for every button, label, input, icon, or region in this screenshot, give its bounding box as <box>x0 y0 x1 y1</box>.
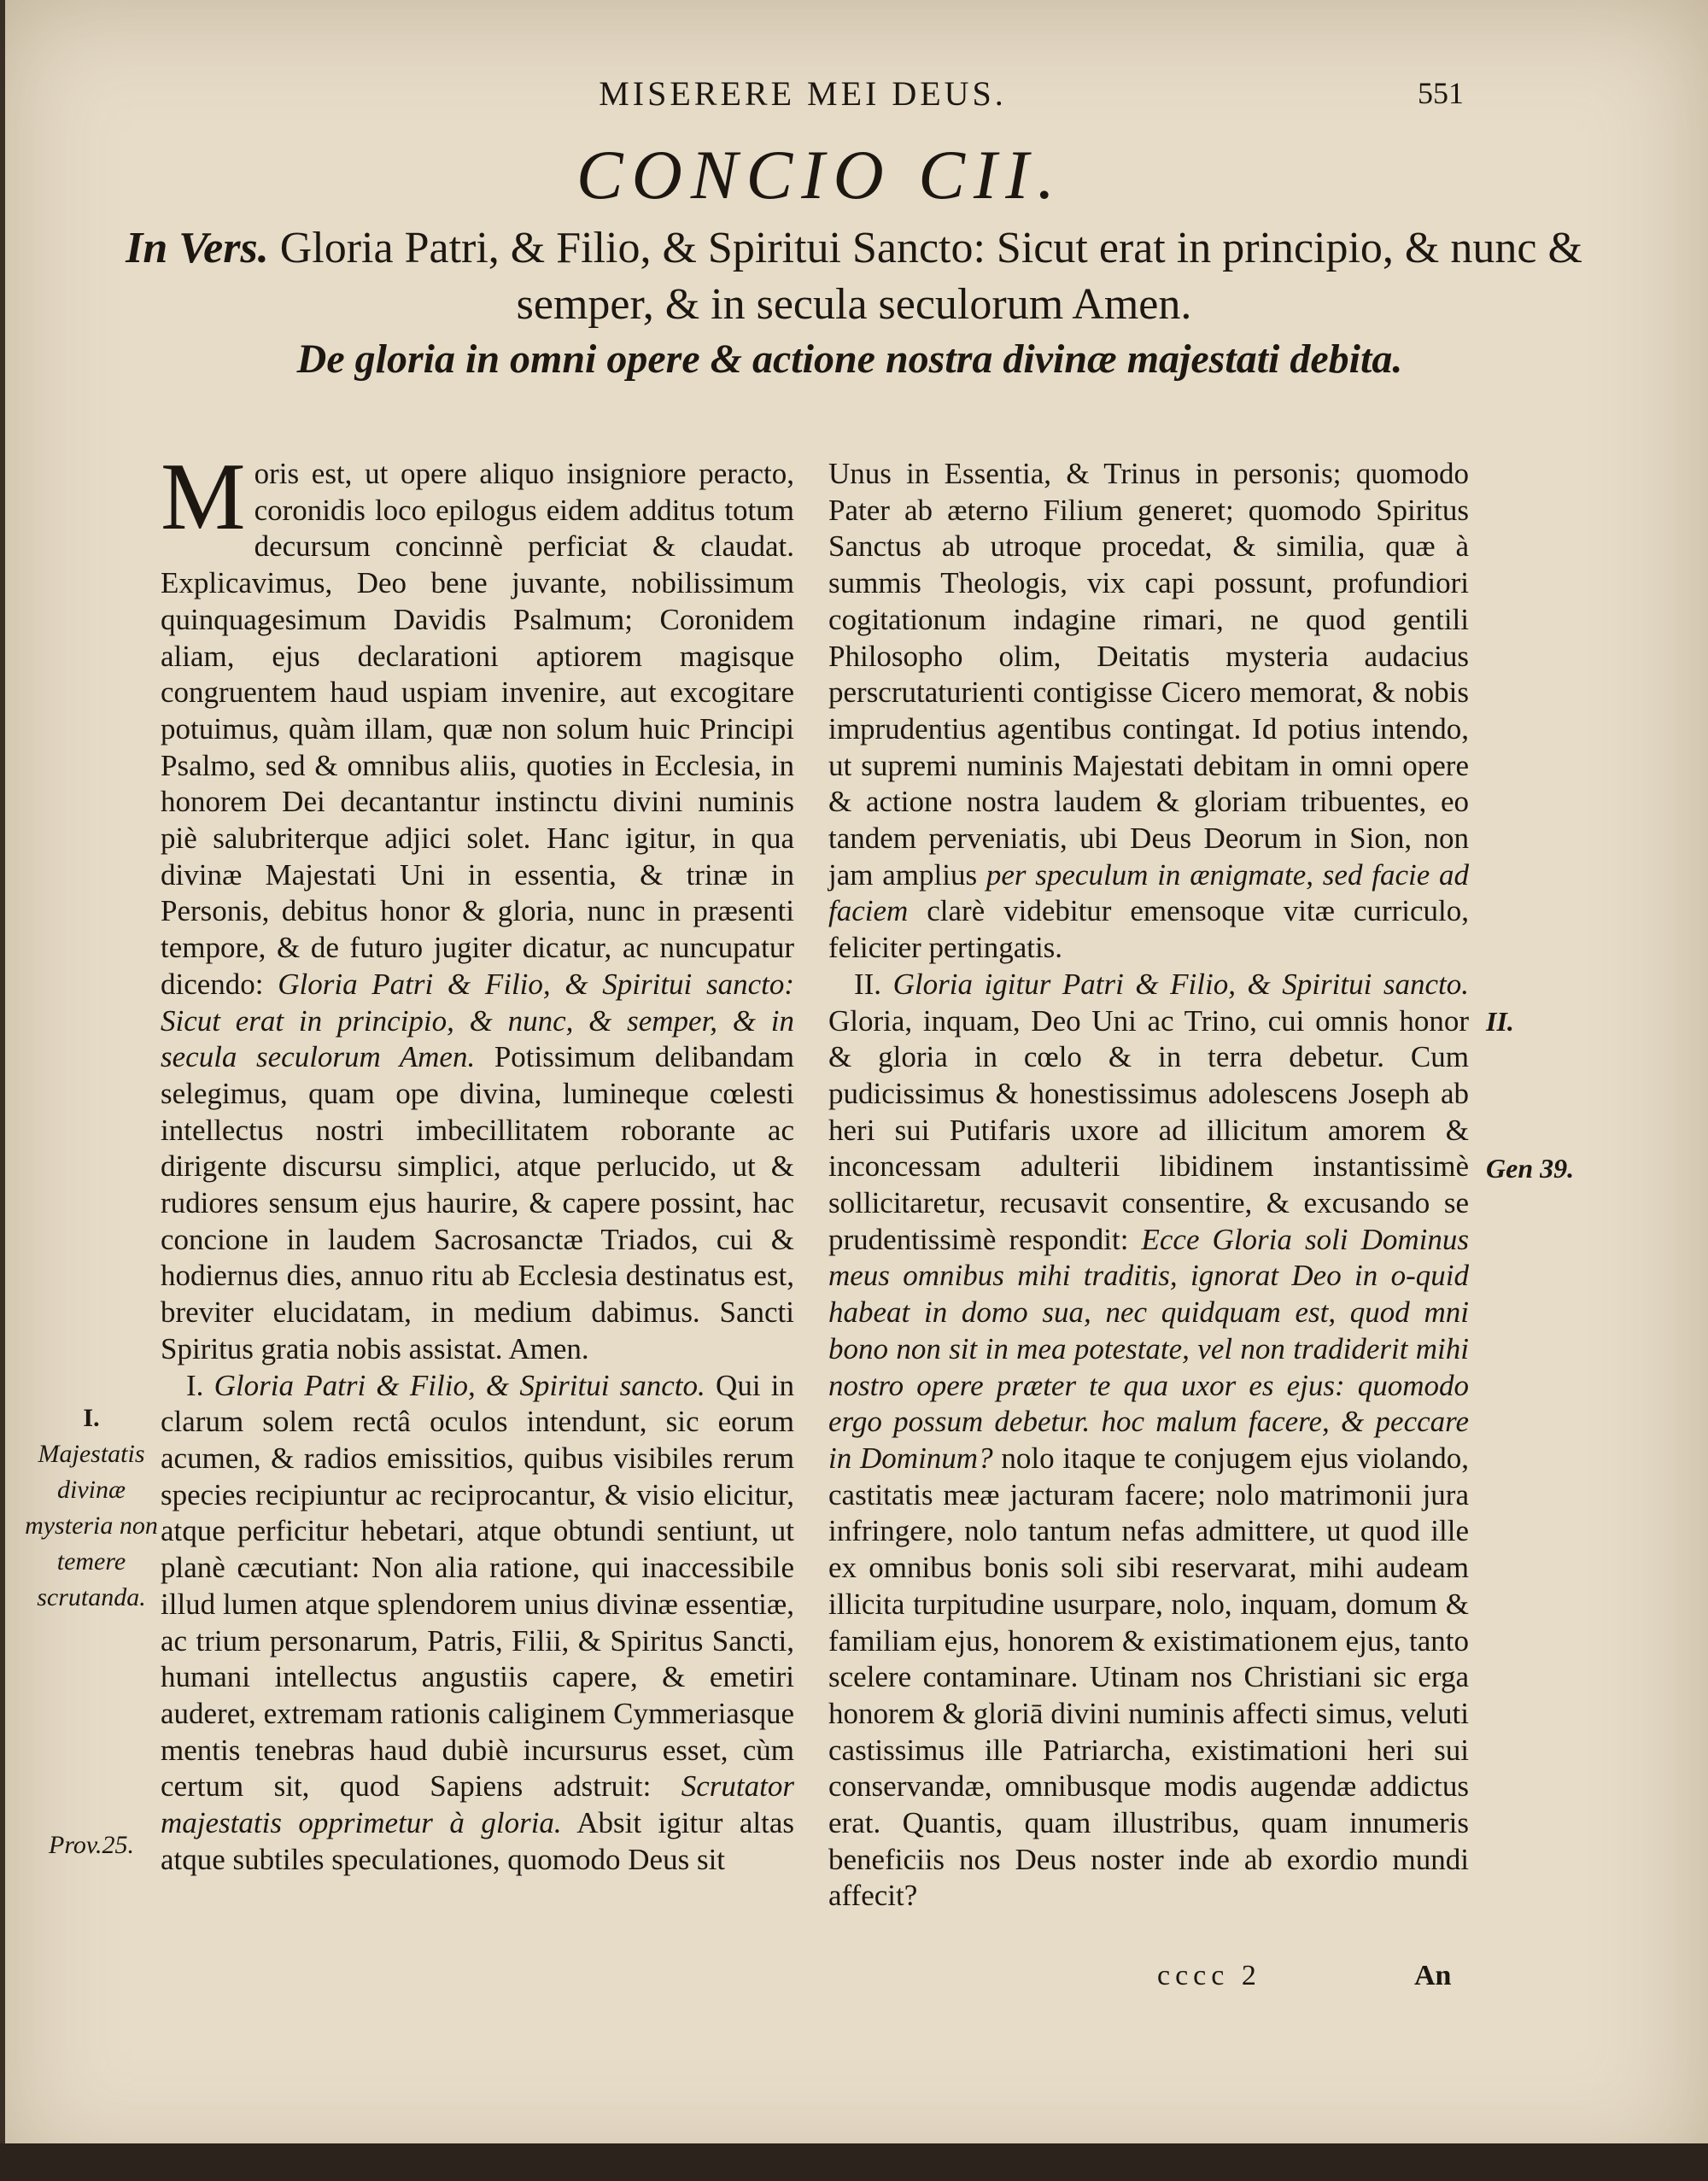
section-one-text-a: Qui in clarum solem rectâ oculos intendunt, sic eorum acumen, & radios emissitios, quibus visibiles rerum species recipiuntur ac reciprocantur, & visio elicitur, atque perficitur hebetari, atque obtundi sentiunt, ut planè cæcutiant: Non alia ratione, qui inaccessibile illud lumen atque splendorem unius divinæ essentiæ, ac trium personarum, Patris, Filii, & Spiritus Sancti, humani intellectus angustiis capere, & emetiri auderet, extremam rationis caliginem Cymmeriasque mentis tenebras haud dubiè incursurus esset, cùm certum sit, quod Sapiens adstruit: <box>161 1368 795 1804</box>
catchword: An <box>1414 1960 1452 1991</box>
section-two-quote-2: Ecce Gloria soli Dominus meus omnibus mihi traditis, ignorat Deo in o-quid habeat in domo sua, nec quidquam est, quod mni bono non sit in mea potestate, vel non tradiderit mihi nostro opere præter te qua uxor es ejus: quomodo ergo possum debetur. hoc malum facere, & peccare in Dominum? <box>828 1222 1469 1475</box>
section-two-quote: Gloria igitur Patri & Filio, & Spiritui sancto. <box>892 967 1470 1001</box>
section-two-number: II. <box>854 967 882 1001</box>
drop-cap: M <box>161 444 246 550</box>
signature-mark: cccc 2 <box>1157 1960 1261 1991</box>
margin-prov-reference: Prov.25. <box>49 1831 134 1859</box>
margin-note-left <box>19 1400 164 1616</box>
continuation-text-a: Unus in Essentia, & Trinus in personis; quomodo Pater ab æterno Filium generet; quomodo Spiritus Sanctus ab utroque procedat, & similia, quæ à summis Theologis, vix capi possunt, profundiori cogitationum indagine rimari, ne quod gentili Philosopho olim, Deitatis mysteria audacius perscrutaturienti contigisse Cicero memorat, & nobis imprudentius agentibus contingat. Id potius intendo, ut supremi numinis Majestati debitam in omni opere & actione nostra laudem & gloriam tribuentes, eo tandem perveniatis, ubi Deus Deorum in Sion, non jam amplius <box>828 457 1469 892</box>
section-one-paragraph <box>161 1368 794 1879</box>
section-two-text-b: nolo itaque te conjugem ejus violando, castitatis meæ jacturam facere; nolo matrimonii jura infringere, nolo tantum nefas admittere, ut quod ille ex omnibus bonis soli sibi reservarat, mihi audeam illicita turpitudine usurpare, nolo, inquam, domum & familiam ejus, honorem & existimationem ejus, tanto scelere contaminare. Utinam nos Christiani sic erga honorem & gloriā divini numinis affecti simus, veluti castissimus ille Patriarcha, existimationi heri sui conservandæ, omnibusque modis augendæ addictus erat. Quantis, quam illustribus, quam innumeris beneficiis nos Deus noster inde ab exordio mundi affecit? <box>828 1441 1469 1913</box>
in-vers-label: In Vers. <box>126 224 269 272</box>
continuation-text-b: clarè videbitur emensoque vitæ curriculo, feliciter pertingatis. <box>828 894 1469 965</box>
page-number: 551 <box>1418 76 1464 110</box>
theme-heading: De gloria in omni opere & actione nostra divinæ majestati debita. <box>296 336 1403 382</box>
intro-text-a: oris est, ut opere aliquo insigniore peracto, coronidis loco epilogus eidem additus totum decursum concinnè perficiat & claudat. Explicavimus, Deo bene juvante, nobilissimum quinquagesimum Davidis Psalmum; Coronidem aliam, ejus declarationi aptiorem magisque congruentem haud uspiam invenire, aut excogitare potuimus, quàm illam, quæ non solum huic Principi Psalmo, sed & omnibus aliis, quoties in Ecclesia, in honorem Dei decantantur instinctu divini numinis piè salubriterque adjici solet. Hanc igitur, in qua divinæ Majestati Uni in essentia, & trinæ in Personis, debitus honor & gloria, nunc in præsenti tempore, & de futuro jugiter dicatur, ac nuncupatur dicendo: <box>161 457 794 1001</box>
section-two-text-a: Gloria, inquam, Deo Uni ac Trino, cui omnis honor & gloria in cœlo & in terra debetur. Cum pudicissimus & honestissimus adolescens Joseph ab heri sui Putifaris uxore ad illicitum amorem & inconcessam adulterii libidinem instantissimè sollicitaretur, recusavit consentire, & excusando se prudentissimè respondit: <box>828 1003 1469 1256</box>
section-one-number: I. <box>186 1368 204 1402</box>
intro-paragraph <box>161 444 795 1368</box>
section-one-quote: Gloria Patri & Filio, & Spiritui sancto. <box>214 1368 705 1402</box>
running-title: MISERERE MEI DEUS. <box>599 74 1007 113</box>
margin-right-number: II. <box>1486 1006 1514 1037</box>
verse-heading <box>120 220 1588 333</box>
margin-left-note: Majestatis divinæ mysteria non temere scrutanda. <box>25 1440 158 1611</box>
continuation-quote: per speculum in ænigmate, sed facie ad faciem <box>828 857 1469 928</box>
left-column <box>161 444 795 1878</box>
sermon-title: CONCIO CII. <box>576 136 1064 213</box>
continuation-paragraph <box>828 456 1469 967</box>
page-bottom-edge <box>0 2143 1708 2181</box>
right-column <box>828 456 1469 1915</box>
section-two-paragraph <box>828 967 1469 1915</box>
page-left-shadow <box>0 0 5 2181</box>
intro-quote: Gloria Patri & Filio, & Spiritui sancto: Sicut erat in principio, & nunc, & semper, & in secula seculorum Amen. <box>161 967 794 1074</box>
section-one-text-b: Absit igitur altas atque subtiles speculationes, quomodo Deus sit <box>161 1806 794 1876</box>
margin-left-number: I. <box>83 1404 100 1432</box>
section-one-quote-2: Scrutator majestatis opprimetur à gloria. <box>161 1769 794 1840</box>
margin-gen-reference: Gen 39. <box>1486 1153 1575 1184</box>
intro-text-b: Potissimum delibandam selegimus, quam ope divina, lumineque cœlesti intellectus nostri imbecillitatem roborante ac dirigente discursu simplici, atque perlucido, ut & rudiores sensum ejus haurire, & capere possint, hac concione in laudem Sacrosanctæ Triados, cui & hodiernus dies, annuo ritu ab Ecclesia destinatus est, breviter elucidatam, in medium dabimus. Sancti Spiritus gratia nobis assistat. Amen. <box>161 1040 795 1365</box>
verse-text: Gloria Patri, & Filio, & Spiritui Sancto: Sicut erat in principio, & nunc & semper, & in secula seculorum Amen. <box>279 224 1582 329</box>
